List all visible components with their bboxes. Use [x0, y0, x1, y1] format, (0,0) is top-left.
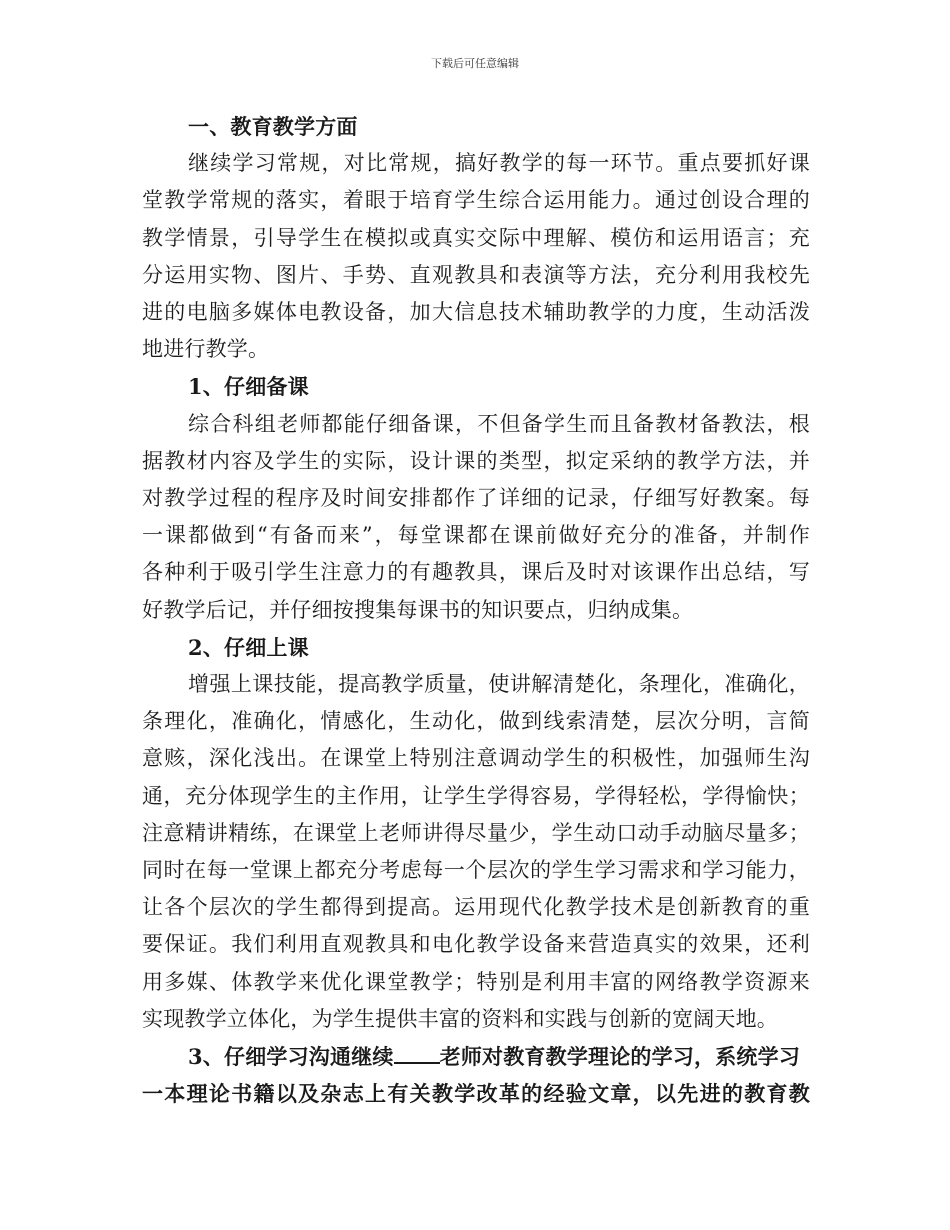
bold-paragraph-line: 一本理论书籍以及杂志上有关教学改革的经验文章，以先进的教育教: [142, 1081, 810, 1107]
section-heading: 2、仔细上课: [188, 634, 309, 660]
paragraph-line: 要保证。我们利用直观教具和电化教学设备来营造真实的效果，还利: [142, 932, 810, 957]
paragraph-line: 好教学后记，并仔细按搜集每课书的知识要点，归纳成集。: [142, 597, 694, 622]
paragraph-line: 意赅，深化浅出。在课堂上特别注意调动学生的积极性，加强师生沟: [142, 746, 810, 771]
section4-lead: 3、仔细学习沟通继续: [188, 1044, 394, 1070]
paragraph-line: 用多媒、体教学来优化课堂教学；特别是利用丰富的网络教学资源来: [142, 969, 810, 994]
paragraph-line: 教学情景，引导学生在模拟或真实交际中理解、模仿和运用语言；充: [142, 225, 810, 250]
paragraph-line: 让各个层次的学生都得到提高。运用现代化教学技术是创新教育的重: [142, 895, 810, 920]
section-heading: 一、教育教学方面: [188, 114, 358, 139]
paragraph-line: 据教材内容及学生的实际，设计课的类型，拟定采纳的教学方法，并: [142, 448, 810, 473]
paragraph-line: 堂教学常规的落实，着眼于培育学生综合运用能力。通过创设合理的: [142, 188, 810, 213]
paragraph-line: 继续学习常规，对比常规，搞好教学的每一环节。重点要抓好课: [188, 151, 810, 176]
paragraph-line: 综合科组老师都能仔细备课，不但备学生而且备教材备教法，根: [188, 411, 810, 436]
paragraph-line: 进的电脑多媒体电教设备，加大信息技术辅助教学的力度，生动活泼: [142, 300, 810, 325]
paragraph-line: 通，充分体现学生的主作用，让学生学得容易，学得轻松，学得愉快；: [142, 783, 810, 808]
paragraph-line: 对教学过程的程序及时间安排都作了详细的记录，仔细写好教案。每: [142, 486, 810, 511]
paragraph-line: 分运用实物、图片、手势、直观教具和表演等方法，充分利用我校先: [142, 262, 810, 287]
paragraph-line: 增强上课技能，提高教学质量，使讲解清楚化，条理化，准确化，: [188, 672, 810, 697]
document-body: [142, 108, 810, 1112]
paragraph-line: 注意精讲精练，在课堂上老师讲得尽量少，学生动口动手动脑尽量多；: [142, 820, 810, 845]
paragraph-line: 地进行教学。: [142, 337, 270, 362]
section-heading: 1、仔细备课: [188, 374, 309, 400]
paragraph-line: 同时在每一堂课上都充分考虑每一个层次的学生学习需求和学习能力，: [142, 858, 810, 883]
paragraph-line: 实现教学立体化，为学生提供丰富的资料和实践与创新的宽阔天地。: [142, 1006, 778, 1031]
fill-blank: [394, 1044, 440, 1064]
paragraph-line: 条理化，准确化，情感化，生动化，做到线索清楚，层次分明，言简: [142, 709, 810, 734]
section4-rest: 老师对教育教学理论的学习，系统学习: [439, 1044, 801, 1070]
page-header-note: 下载后可任意编辑: [431, 57, 519, 70]
paragraph-line: 各种利于吸引学生注意力的有趣教具，课后及时对该课作出总结，写: [142, 560, 810, 585]
paragraph-line: 一课都做到“有备而来”，每堂课都在课前做好充分的准备，并制作: [142, 523, 810, 548]
bold-paragraph-line: [142, 1038, 810, 1075]
